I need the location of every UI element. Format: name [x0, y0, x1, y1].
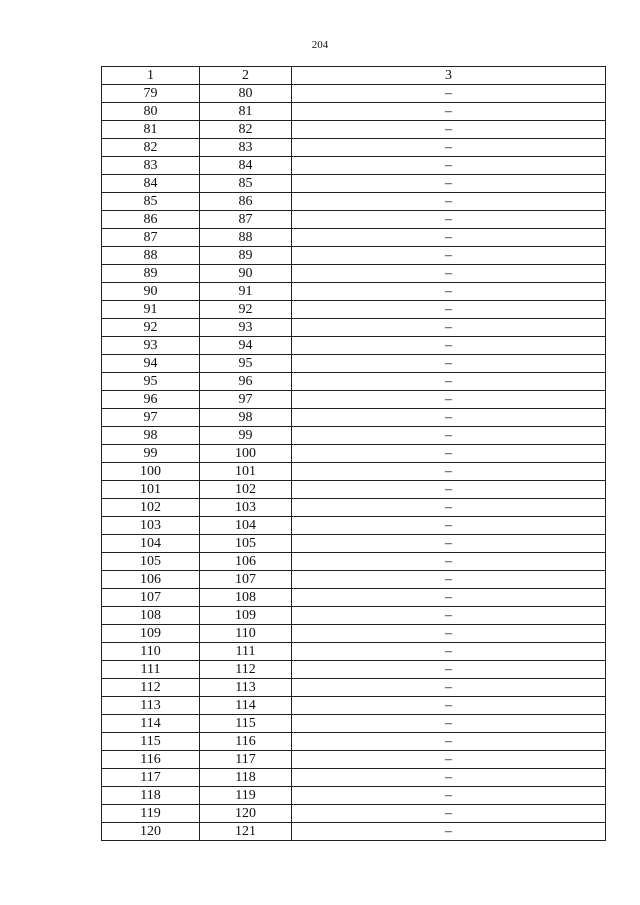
table-cell-col2: 87	[200, 211, 292, 229]
table-cell-col2: 112	[200, 661, 292, 679]
table-cell-col1: 115	[102, 733, 200, 751]
table-row	[102, 175, 606, 193]
table-row	[102, 625, 606, 643]
table-row	[102, 85, 606, 103]
table-cell-col2: 91	[200, 283, 292, 301]
table-cell-col1: 112	[102, 679, 200, 697]
table-cell-col2: 102	[200, 481, 292, 499]
table-cell-col1: 90	[102, 283, 200, 301]
table-cell-col2: 113	[200, 679, 292, 697]
table-cell-col1: 113	[102, 697, 200, 715]
column-header-2: 2	[200, 67, 292, 85]
table-cell-col1: 85	[102, 193, 200, 211]
table-cell-col2: 114	[200, 697, 292, 715]
table-cell-col1: 92	[102, 319, 200, 337]
table-cell-col1: 100	[102, 463, 200, 481]
table-cell-col2: 90	[200, 265, 292, 283]
table-cell-col1: 99	[102, 445, 200, 463]
table-cell-col3: –	[292, 319, 606, 337]
table-cell-col1: 97	[102, 409, 200, 427]
table-cell-col1: 81	[102, 121, 200, 139]
table-cell-col2: 117	[200, 751, 292, 769]
table-cell-col3: –	[292, 139, 606, 157]
table-row	[102, 373, 606, 391]
table-cell-col3: –	[292, 571, 606, 589]
table-cell-col3: –	[292, 517, 606, 535]
table-cell-col3: –	[292, 283, 606, 301]
table-row	[102, 769, 606, 787]
table-row	[102, 319, 606, 337]
table-cell-col2: 105	[200, 535, 292, 553]
table-cell-col1: 106	[102, 571, 200, 589]
table-row	[102, 607, 606, 625]
table-row	[102, 283, 606, 301]
table-cell-col3: –	[292, 445, 606, 463]
table-cell-col1: 114	[102, 715, 200, 733]
table-cell-col1: 118	[102, 787, 200, 805]
table-row	[102, 697, 606, 715]
table-cell-col2: 120	[200, 805, 292, 823]
table-cell-col2: 101	[200, 463, 292, 481]
table-cell-col2: 121	[200, 823, 292, 841]
table-row	[102, 391, 606, 409]
table-cell-col3: –	[292, 499, 606, 517]
table-row	[102, 427, 606, 445]
table-cell-col1: 101	[102, 481, 200, 499]
table-cell-col3: –	[292, 427, 606, 445]
table-row	[102, 517, 606, 535]
table-row	[102, 409, 606, 427]
table-row	[102, 337, 606, 355]
table-cell-col3: –	[292, 337, 606, 355]
table-cell-col3: –	[292, 193, 606, 211]
table-cell-col1: 96	[102, 391, 200, 409]
table-body	[102, 85, 606, 841]
table-cell-col2: 106	[200, 553, 292, 571]
table-cell-col2: 93	[200, 319, 292, 337]
table-cell-col3: –	[292, 769, 606, 787]
table-cell-col2: 109	[200, 607, 292, 625]
table-cell-col3: –	[292, 463, 606, 481]
table-row	[102, 193, 606, 211]
table-cell-col1: 82	[102, 139, 200, 157]
table-cell-col3: –	[292, 823, 606, 841]
table-cell-col3: –	[292, 625, 606, 643]
table-cell-col1: 93	[102, 337, 200, 355]
table-cell-col2: 85	[200, 175, 292, 193]
table-cell-col3: –	[292, 409, 606, 427]
table-cell-col3: –	[292, 391, 606, 409]
table-cell-col1: 111	[102, 661, 200, 679]
table-cell-col3: –	[292, 607, 606, 625]
table-cell-col3: –	[292, 715, 606, 733]
table-cell-col3: –	[292, 643, 606, 661]
table-cell-col1: 109	[102, 625, 200, 643]
table-cell-col1: 89	[102, 265, 200, 283]
table-cell-col2: 111	[200, 643, 292, 661]
table-cell-col1: 107	[102, 589, 200, 607]
table-cell-col2: 94	[200, 337, 292, 355]
table-cell-col3: –	[292, 805, 606, 823]
table-row	[102, 805, 606, 823]
table-row	[102, 265, 606, 283]
table-cell-col3: –	[292, 103, 606, 121]
table-cell-col1: 91	[102, 301, 200, 319]
table-cell-col2: 80	[200, 85, 292, 103]
table-cell-col3: –	[292, 121, 606, 139]
table-cell-col1: 102	[102, 499, 200, 517]
table-row	[102, 571, 606, 589]
table-row	[102, 715, 606, 733]
table-cell-col2: 108	[200, 589, 292, 607]
table-cell-col1: 117	[102, 769, 200, 787]
table-cell-col3: –	[292, 553, 606, 571]
table-row	[102, 589, 606, 607]
table-row	[102, 157, 606, 175]
column-header-1: 1	[102, 67, 200, 85]
table-row	[102, 121, 606, 139]
table-cell-col2: 89	[200, 247, 292, 265]
table-cell-col1: 83	[102, 157, 200, 175]
table-row	[102, 463, 606, 481]
table-cell-col1: 94	[102, 355, 200, 373]
table-cell-col1: 110	[102, 643, 200, 661]
table-row	[102, 751, 606, 769]
table-row	[102, 535, 606, 553]
table-row	[102, 499, 606, 517]
table-cell-col3: –	[292, 481, 606, 499]
table-row	[102, 787, 606, 805]
table-cell-col3: –	[292, 265, 606, 283]
table-row	[102, 481, 606, 499]
table-row	[102, 247, 606, 265]
table-cell-col1: 87	[102, 229, 200, 247]
table-row	[102, 823, 606, 841]
table-cell-col3: –	[292, 661, 606, 679]
table-cell-col1: 80	[102, 103, 200, 121]
table-cell-col2: 119	[200, 787, 292, 805]
table-cell-col2: 99	[200, 427, 292, 445]
table-cell-col3: –	[292, 679, 606, 697]
table-row	[102, 211, 606, 229]
table-row	[102, 679, 606, 697]
table-cell-col2: 104	[200, 517, 292, 535]
table-cell-col2: 82	[200, 121, 292, 139]
table-cell-col1: 86	[102, 211, 200, 229]
data-table	[101, 66, 606, 841]
column-header-3: 3	[292, 67, 606, 85]
table-cell-col1: 108	[102, 607, 200, 625]
table-row	[102, 229, 606, 247]
table-row	[102, 661, 606, 679]
page-number: 204	[311, 39, 329, 51]
table-cell-col1: 119	[102, 805, 200, 823]
table-row	[102, 445, 606, 463]
table-cell-col2: 110	[200, 625, 292, 643]
table-cell-col2: 92	[200, 301, 292, 319]
table-cell-col3: –	[292, 247, 606, 265]
table-cell-col3: –	[292, 751, 606, 769]
header-row	[102, 67, 606, 85]
table-cell-col2: 103	[200, 499, 292, 517]
table-cell-col2: 115	[200, 715, 292, 733]
table-row	[102, 733, 606, 751]
table-cell-col2: 81	[200, 103, 292, 121]
table-cell-col1: 84	[102, 175, 200, 193]
table-cell-col2: 83	[200, 139, 292, 157]
table-cell-col3: –	[292, 697, 606, 715]
table-cell-col1: 98	[102, 427, 200, 445]
table-cell-col2: 118	[200, 769, 292, 787]
table-row	[102, 553, 606, 571]
table-cell-col3: –	[292, 301, 606, 319]
table-cell-col1: 103	[102, 517, 200, 535]
table-cell-col2: 84	[200, 157, 292, 175]
table-cell-col1: 79	[102, 85, 200, 103]
table-cell-col3: –	[292, 373, 606, 391]
table-row	[102, 103, 606, 121]
table-header	[102, 67, 606, 85]
table-cell-col3: –	[292, 589, 606, 607]
table-cell-col2: 96	[200, 373, 292, 391]
table-cell-col3: –	[292, 229, 606, 247]
table-cell-col3: –	[292, 157, 606, 175]
table-row	[102, 301, 606, 319]
table-cell-col2: 86	[200, 193, 292, 211]
table-cell-col2: 88	[200, 229, 292, 247]
table-cell-col3: –	[292, 535, 606, 553]
table-cell-col1: 120	[102, 823, 200, 841]
table-cell-col2: 107	[200, 571, 292, 589]
table-cell-col2: 100	[200, 445, 292, 463]
table-cell-col3: –	[292, 733, 606, 751]
table-cell-col1: 95	[102, 373, 200, 391]
table-cell-col1: 88	[102, 247, 200, 265]
table-cell-col3: –	[292, 211, 606, 229]
table-cell-col1: 116	[102, 751, 200, 769]
table-cell-col2: 95	[200, 355, 292, 373]
table-row	[102, 643, 606, 661]
table-cell-col2: 97	[200, 391, 292, 409]
table-cell-col2: 98	[200, 409, 292, 427]
table-cell-col1: 105	[102, 553, 200, 571]
table-cell-col3: –	[292, 85, 606, 103]
table-cell-col1: 104	[102, 535, 200, 553]
table-cell-col2: 116	[200, 733, 292, 751]
table-cell-col3: –	[292, 175, 606, 193]
table-cell-col3: –	[292, 787, 606, 805]
table-row	[102, 355, 606, 373]
table-cell-col3: –	[292, 355, 606, 373]
table-row	[102, 139, 606, 157]
